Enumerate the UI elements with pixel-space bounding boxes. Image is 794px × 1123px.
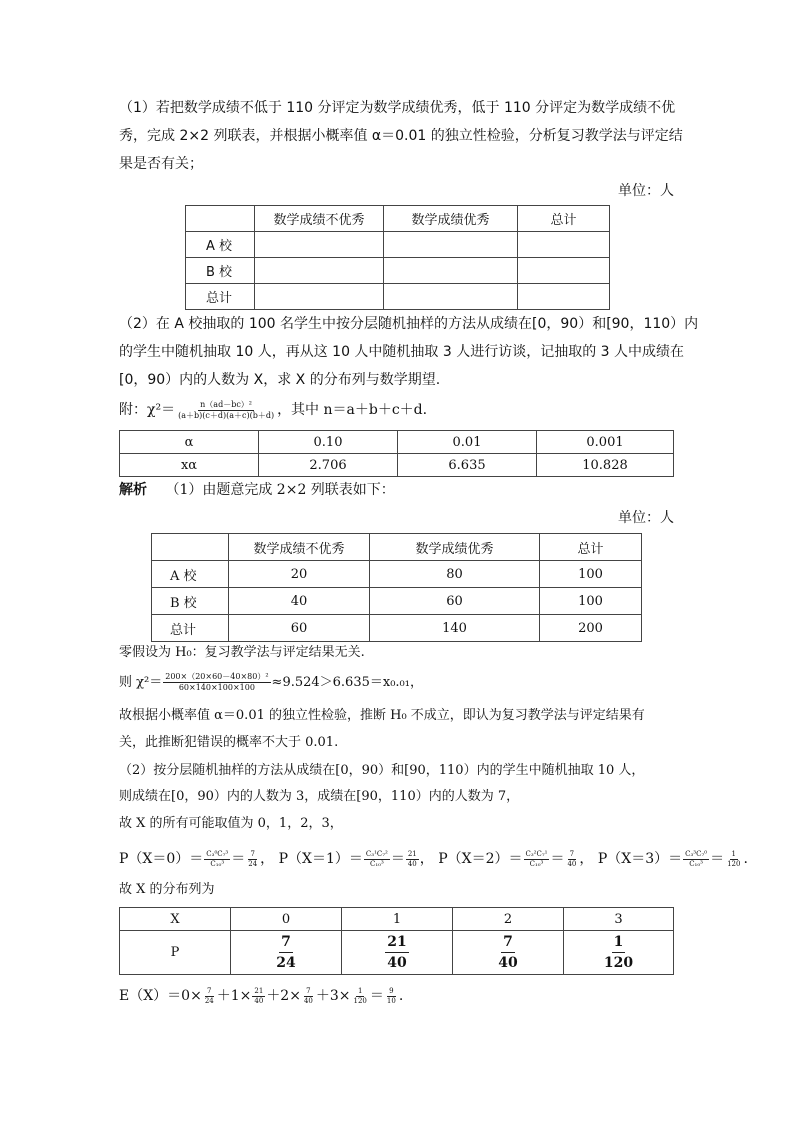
table-row	[186, 284, 610, 310]
prob-term-1: P（X＝1）＝ $\frac{\text{C₃¹C₇²}}{\text{C₁₀³}}$ ＝ $\frac{21}{40}$ ，	[278, 849, 434, 868]
appendix-suffix: ，其中 n＝a＋b＋c＋d.	[277, 402, 428, 418]
expectation-op: ＋3×	[315, 988, 351, 1004]
solution-unit-label: 单位：人	[618, 510, 674, 526]
empty-cell	[518, 232, 610, 258]
empty-cell	[384, 232, 518, 258]
table-header-cell: 总计	[518, 206, 610, 232]
prob-result-den: 120	[727, 859, 741, 868]
table-cell: 100	[540, 561, 642, 588]
question-unit-label: 单位：人	[618, 183, 674, 199]
p-value-cell	[453, 931, 564, 975]
empty-cell	[518, 284, 610, 310]
row-header-cell: B 校	[152, 588, 229, 615]
expectation-fraction	[203, 988, 216, 1005]
appendix-prefix: 附：χ²＝	[119, 402, 176, 418]
prob-comb-num: C₃³C₇⁰	[685, 849, 708, 858]
expectation-fraction	[302, 988, 315, 1005]
table-cell: 100	[540, 588, 642, 615]
p-value-cell	[231, 931, 342, 975]
row-header-cell: B 校	[186, 258, 255, 284]
solution-intro-line	[119, 480, 395, 500]
distribution-intro: 故 X 的分布列为	[119, 882, 215, 897]
solution-part2-line2: 则成绩在[0，90）内的人数为 3，成绩在[90，110）内的人数为 7，	[119, 789, 520, 804]
solution-part2-line1: （2）按分层随机抽样的方法从成绩在[0，90）和[90，110）内的学生中随机抽取 10 人，	[119, 763, 645, 778]
x-value-cell: 2	[453, 908, 564, 931]
table-header-cell: 数学成绩优秀	[384, 206, 518, 232]
solution-intro: （1）由题意完成 2×2 列联表如下：	[165, 482, 395, 498]
row-header-cell: 总计	[186, 284, 255, 310]
prob-sep: ，	[260, 851, 275, 867]
appendix-fraction	[176, 401, 276, 420]
prob-term-3: P（X＝3）＝ $\frac{\text{C₃³C₇⁰}}{\text{C₁₀³}}$ ＝ $\frac{1}{120}$ .	[597, 849, 748, 868]
table-cell: 20	[229, 561, 370, 588]
prob-term-0: P（X＝0）＝ $\frac{\text{C₃⁰C₇³}}{\text{C₁₀³}}$ ＝ $\frac{7}{24}$ ，	[119, 849, 275, 868]
question-part1-line2: 秀，完成 2×2 列联表，并根据小概率值 α＝0.01 的独立性检验，分析复习教学法与评定结	[119, 128, 683, 144]
x-value-cell: 3	[564, 908, 674, 931]
prob-result-fraction	[406, 851, 419, 868]
prob-comb-den: C₁₀³	[369, 859, 384, 868]
frac-num: 7	[306, 986, 311, 995]
solution-label: 解析	[119, 482, 147, 498]
frac-num: 21	[254, 986, 264, 995]
table-header-cell: 总计	[540, 534, 642, 561]
p-den: 40	[387, 955, 407, 971]
null-hypothesis: 零假设为 H₀：复习教学法与评定结果无关.	[119, 645, 365, 660]
p-num: 21	[385, 935, 408, 953]
table-row	[120, 431, 674, 454]
prob-result-fraction	[725, 851, 742, 868]
empty-cell	[255, 284, 384, 310]
appendix-formula	[119, 396, 427, 424]
chi-fraction	[163, 673, 270, 692]
prob-sep: ，	[579, 851, 594, 867]
prob-comb-fraction	[524, 851, 550, 868]
prob-comb-num: C₃²C₇¹	[525, 849, 548, 858]
x-label-cell: X	[120, 908, 231, 931]
expectation-fraction	[352, 988, 369, 1005]
prob-result-fraction	[246, 851, 259, 868]
prob-result-den: 40	[567, 859, 577, 868]
frac-den: 120	[353, 996, 367, 1005]
prob-result-den: 24	[248, 859, 258, 868]
table-row	[120, 931, 674, 975]
question-part1-line1: （1）若把数学成绩不低于 110 分评定为数学成绩优秀，低于 110 分评定为数学成绩不优	[119, 100, 676, 116]
p-den: 40	[498, 955, 518, 971]
appendix-numerator: n（ad－bc）²	[200, 399, 253, 409]
empty-cell	[384, 284, 518, 310]
empty-cell	[255, 258, 384, 284]
frac-den: 24	[204, 996, 214, 1005]
prob-result-num: 1	[731, 849, 736, 858]
table-cell: 60	[229, 615, 370, 642]
prob-label: P（X＝3）＝	[597, 851, 683, 867]
expectation-end: .	[398, 988, 404, 1004]
x-value-cell: 1	[342, 908, 453, 931]
p-fraction	[385, 935, 408, 970]
prob-comb-den: C₁₀³	[689, 859, 703, 868]
expectation-result-fraction	[385, 988, 398, 1005]
frac-den: 40	[254, 996, 264, 1005]
table-row	[152, 615, 642, 642]
prob-result-num: 7	[569, 849, 575, 858]
table-cell: 40	[229, 588, 370, 615]
prob-comb-num: C₃⁰C₇³	[206, 849, 229, 858]
table-cell: 140	[370, 615, 540, 642]
prob-term-2: P（X＝2）＝ $\frac{\text{C₃²C₇¹}}{\text{C₁₀³}}$ ＝ $\frac{7}{40}$ ，	[438, 849, 594, 868]
p-num: 7	[501, 935, 515, 953]
prob-result-den: 40	[407, 859, 417, 868]
table-cell: 0.01	[398, 431, 537, 454]
table-cell: 60	[370, 588, 540, 615]
table-row	[152, 588, 642, 615]
probability-line	[119, 842, 748, 876]
expectation-prefix: E（X）＝0×	[119, 988, 202, 1004]
prob-label: P（X＝0）＝	[119, 851, 204, 867]
prob-result-num: 21	[407, 849, 417, 858]
table-header-cell: 数学成绩不优秀	[229, 534, 370, 561]
p-fraction	[496, 935, 519, 970]
empty-cell	[518, 258, 610, 284]
table-row	[186, 206, 610, 232]
chi-suffix: ≈9.524＞6.635＝x₀.₀₁，	[271, 675, 423, 690]
frac-den: 40	[303, 996, 313, 1005]
table-row	[120, 908, 674, 931]
table-cell: 10.828	[537, 454, 674, 477]
p-value-cell	[564, 931, 674, 975]
prob-comb-fraction	[204, 851, 230, 868]
question-contingency-table	[185, 205, 610, 310]
expectation-eq: ＝	[369, 988, 384, 1004]
table-cell: 200	[540, 615, 642, 642]
p-value-cell	[342, 931, 453, 975]
expectation-op: ＋1×	[216, 988, 252, 1004]
table-cell: 2.706	[259, 454, 398, 477]
table-row	[186, 232, 610, 258]
table-header-cell: 数学成绩不优秀	[255, 206, 384, 232]
frac-num: 9	[389, 986, 394, 995]
prob-sep: ，	[419, 851, 434, 867]
prob-label: P（X＝1）＝	[278, 851, 363, 867]
chi-numerator: 200×（20×60－40×80）²	[165, 672, 269, 681]
table-cell: 6.635	[398, 454, 537, 477]
question-part2-line1: （2）在 A 校抽取的 100 名学生中按分层随机抽样的方法从成绩在[0，90）和[90，110）内	[119, 316, 699, 332]
table-cell	[152, 534, 229, 561]
p-fraction	[274, 935, 297, 970]
expectation-formula	[119, 980, 403, 1012]
solution-part2-line3: 故 X 的所有可能取值为 0，1，2，3，	[119, 816, 343, 831]
conclusion-line2: 关，此推断犯错误的概率不大于 0.01.	[119, 735, 339, 750]
table-row	[152, 561, 642, 588]
alpha-label-cell: α	[120, 431, 259, 454]
prob-comb-num: C₃¹C₇²	[365, 849, 388, 858]
prob-comb-den: C₁₀³	[210, 859, 225, 868]
table-row	[186, 258, 610, 284]
question-part1-line3: 果是否有关；	[119, 156, 203, 172]
chi-prefix: 则 χ²＝	[119, 675, 163, 690]
table-cell	[186, 206, 255, 232]
table-cell: 0.001	[537, 431, 674, 454]
expectation-op: ＋2×	[266, 988, 301, 1004]
p-num: 7	[279, 935, 293, 953]
p-label-cell: P	[120, 931, 231, 975]
x-value-cell: 0	[231, 908, 342, 931]
row-header-cell: A 校	[186, 232, 255, 258]
conclusion-line1: 故根据小概率值 α＝0.01 的独立性检验，推断 H₀ 不成立，即认为复习教学法与评定结果有	[119, 708, 645, 723]
p-den: 120	[603, 955, 634, 971]
prob-label: P（X＝2）＝	[438, 851, 523, 867]
prob-result-num: 7	[250, 849, 255, 858]
table-row	[120, 454, 674, 477]
prob-comb-fraction	[364, 851, 390, 868]
frac-num: 7	[207, 986, 212, 995]
row-header-cell: 总计	[152, 615, 229, 642]
empty-cell	[384, 258, 518, 284]
p-num: 1	[612, 935, 626, 953]
table-row	[152, 534, 642, 561]
p-den: 24	[276, 955, 296, 971]
frac-den: 10	[386, 996, 396, 1005]
prob-comb-den: C₁₀³	[529, 859, 544, 868]
question-part2-line2: 的学生中随机抽取 10 人，再从这 10 人中随机抽取 3 人进行访谈，记抽取的 3 人中成绩在	[119, 344, 685, 360]
table-cell: 80	[370, 561, 540, 588]
question-part2-line3: [0，90）内的人数为 X，求 X 的分布列与数学期望.	[119, 372, 441, 388]
solution-contingency-table	[151, 533, 642, 642]
critical-value-table	[119, 430, 674, 477]
chi-denominator: 60×140×100×100	[178, 683, 255, 692]
prob-result-fraction	[565, 851, 578, 868]
prob-comb-fraction	[683, 851, 709, 868]
frac-num: 1	[357, 986, 363, 995]
appendix-denominator: (a＋b)(c＋d)(a＋c)(b＋d)	[178, 410, 275, 420]
table-cell: 0.10	[259, 431, 398, 454]
x-alpha-label-cell: xα	[120, 454, 259, 477]
row-header-cell: A 校	[152, 561, 229, 588]
empty-cell	[255, 232, 384, 258]
p-fraction	[602, 935, 635, 970]
chi-square-computation	[119, 668, 423, 698]
prob-sep: .	[743, 851, 748, 867]
distribution-table	[119, 907, 674, 975]
expectation-fraction	[252, 988, 265, 1005]
table-header-cell: 数学成绩优秀	[370, 534, 540, 561]
